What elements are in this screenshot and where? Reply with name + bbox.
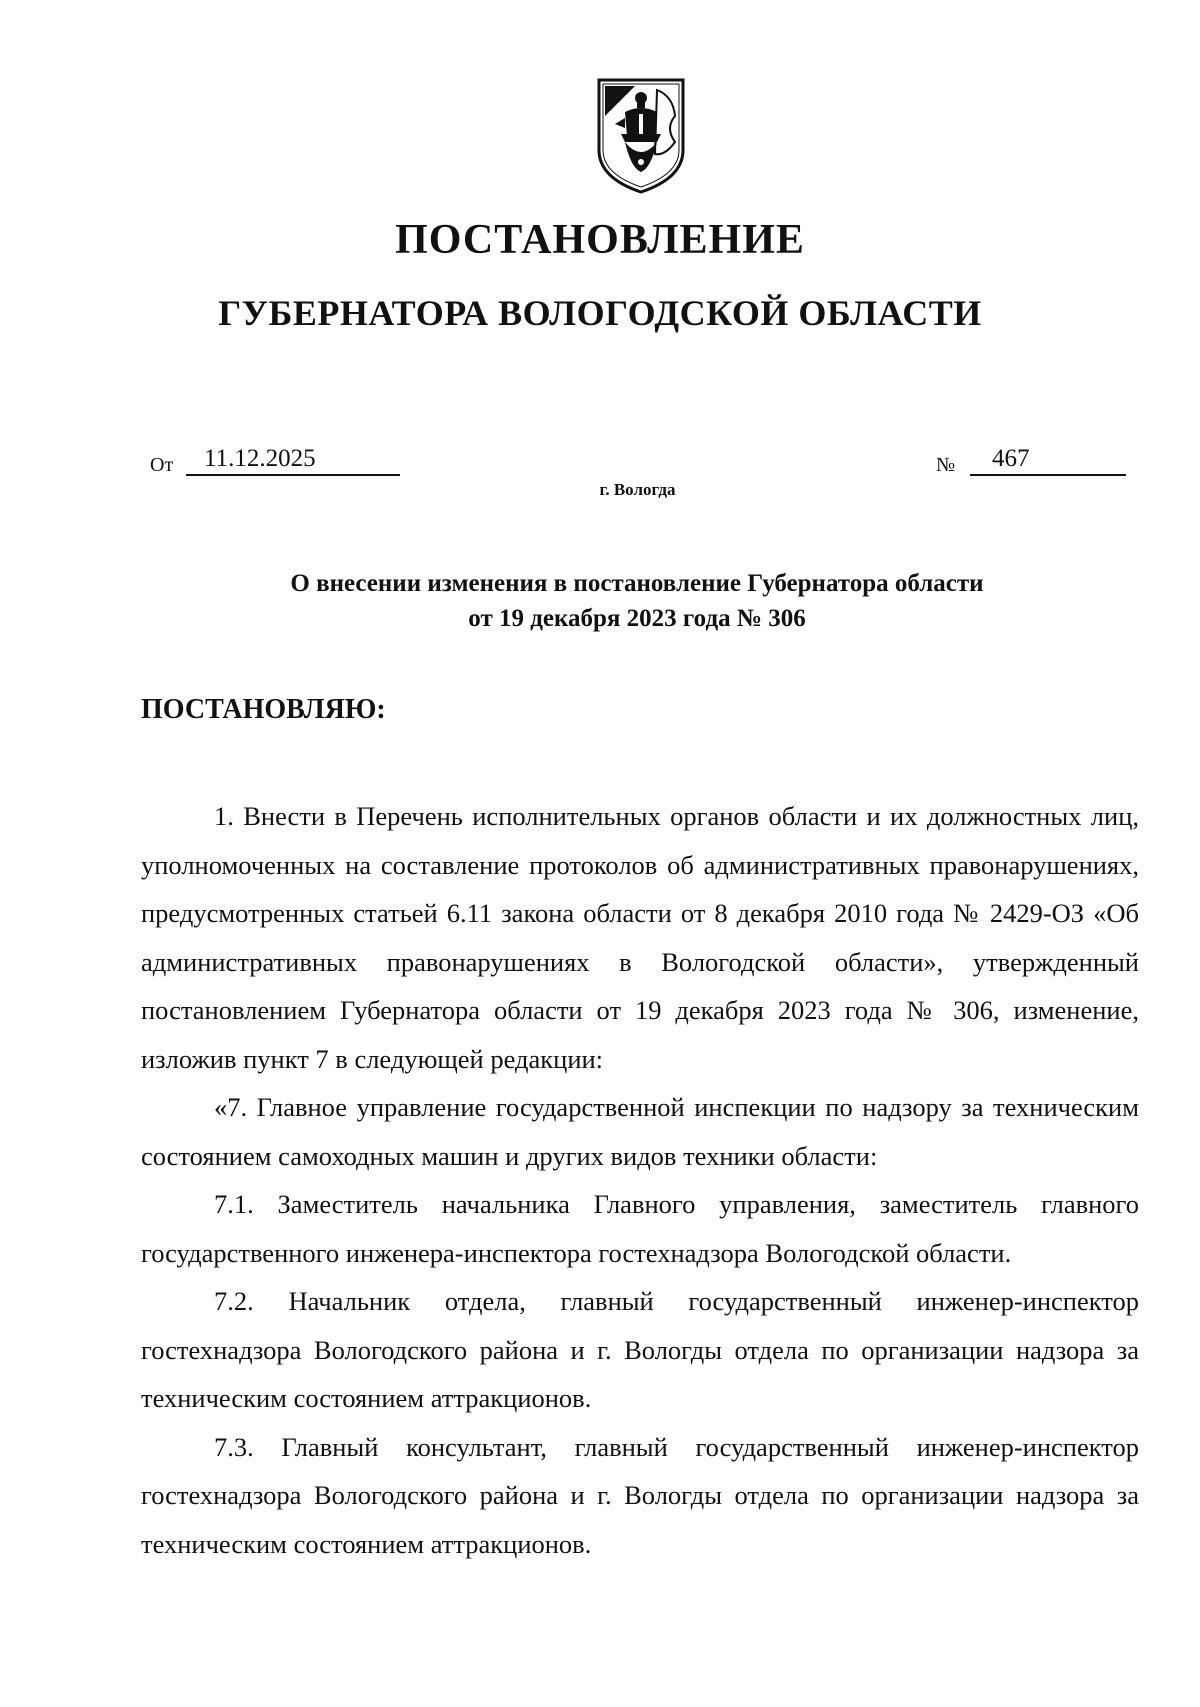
- subject-line-2: от 19 декабря 2023 года № 306: [468, 605, 806, 632]
- meta-row: [0, 444, 1200, 484]
- subject-line-1: О внесении изменения в постановление Губернатора области: [290, 570, 984, 597]
- document-title: ПОСТАНОВЛЕНИЕ: [395, 217, 805, 263]
- document-number: 467: [970, 444, 1126, 476]
- number-label: №: [936, 454, 956, 476]
- document-subtitle: ГУБЕРНАТОРА ВОЛОГОДСКОЙ ОБЛАСТИ: [218, 293, 982, 333]
- document-date: 11.12.2025: [186, 444, 400, 476]
- document-subject: [0, 566, 1200, 636]
- paragraph-7-2: 7.2. Начальник отдела, главный государственный инженер-инспектор гостехнадзора Вологодского района и г. Вологды отдела по организации надзора за техническим состоянием аттракционов.: [141, 1286, 1139, 1413]
- paragraph-7: «7. Главное управление государственной инспекции по надзору за техническим состоянием самоходных машин и других видов техники области:: [141, 1092, 1139, 1171]
- coat-of-arms-icon: [595, 76, 687, 196]
- paragraph-7-3: 7.3. Главный консультант, главный государственный инженер-инспектор гостехнадзора Вологодского района и г. Вологды отдела по организации надзора за техническим состоянием аттракционов.: [141, 1431, 1139, 1559]
- document-body: [141, 792, 1139, 1568]
- date-label: От: [150, 454, 174, 476]
- city-name: г. Вологда: [599, 480, 676, 499]
- decree-word: ПОСТАНОВЛЯЮ:: [141, 694, 386, 725]
- paragraph-1: 1. Внести в Перечень исполнительных органов области и их должностных лиц, уполномоченных на составление протоколов об административных правонарушениях, предусмотренных статьей 6.11 закона области от 8 декабря 2010 года № 2429-ОЗ «Об административных правонарушениях в Вологодской области», утвержденный постановлением Губернатора области от 19 декабря 2023 года № 306, изменение, изложив пункт 7 в следующей редакции:: [141, 801, 1139, 1074]
- paragraph-7-1: 7.1. Заместитель начальника Главного управления, заместитель главного государственного инженера-инспектора гостехнадзора Вологодской области.: [141, 1189, 1139, 1268]
